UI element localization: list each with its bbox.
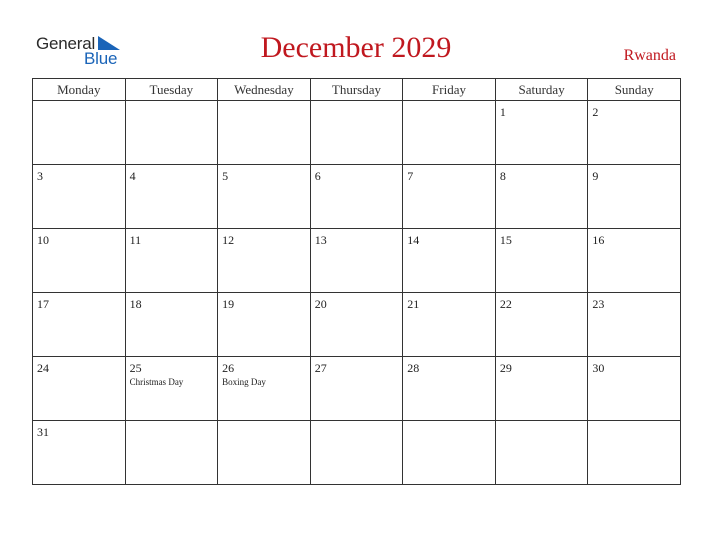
week-row (33, 165, 681, 229)
day-cell (495, 293, 588, 357)
day-number: 27 (314, 361, 327, 375)
day-number: 4 (129, 169, 136, 183)
day-number: 1 (499, 105, 506, 119)
day-cell (310, 229, 403, 293)
day-cell (495, 229, 588, 293)
day-cell (33, 101, 126, 165)
day-number: 13 (314, 233, 327, 247)
day-number: 8 (499, 169, 506, 183)
day-cell (125, 229, 218, 293)
day-number: 28 (407, 361, 420, 375)
day-number: 30 (592, 361, 605, 375)
day-cell (310, 101, 403, 165)
week-row (33, 229, 681, 293)
day-cell (495, 421, 588, 485)
day-number: 23 (592, 297, 605, 311)
day-cell (310, 357, 403, 421)
day-number: 15 (499, 233, 512, 247)
day-cell (33, 357, 126, 421)
day-cell (403, 165, 496, 229)
day-cell (218, 357, 311, 421)
day-number: 19 (222, 297, 235, 311)
day-cell (588, 421, 681, 485)
day-cell (33, 165, 126, 229)
day-number: 5 (222, 169, 229, 183)
day-number: 24 (37, 361, 49, 375)
day-cell (588, 165, 681, 229)
day-cell (125, 101, 218, 165)
day-cell (588, 357, 681, 421)
day-number: 2 (592, 105, 599, 119)
day-cell (310, 293, 403, 357)
day-number: 12 (222, 233, 235, 247)
day-cell (495, 165, 588, 229)
day-cell (403, 101, 496, 165)
weekday-header: Thursday (310, 79, 403, 101)
weekday-header: Saturday (495, 79, 588, 101)
day-number: 9 (592, 169, 599, 183)
day-cell (403, 229, 496, 293)
day-cell (403, 421, 496, 485)
day-cell (125, 293, 218, 357)
day-cell (125, 165, 218, 229)
weekday-header: Friday (403, 79, 496, 101)
day-cell (403, 293, 496, 357)
day-cell (33, 293, 126, 357)
day-number: 31 (37, 425, 49, 439)
day-number: 21 (407, 297, 420, 311)
day-cell (218, 229, 311, 293)
day-number: 22 (499, 297, 512, 311)
weekday-header: Monday (33, 79, 126, 101)
logo-text-general: General (36, 34, 96, 53)
day-number: 11 (129, 233, 142, 247)
day-cell (588, 293, 681, 357)
holiday-label: Christmas Day (129, 377, 184, 387)
day-cell (218, 293, 311, 357)
day-number: 17 (37, 297, 49, 311)
day-cell (33, 421, 126, 485)
week-row (33, 293, 681, 357)
day-number: 3 (37, 169, 43, 183)
weekday-header: Sunday (588, 79, 681, 101)
day-number: 26 (222, 361, 235, 375)
day-cell (218, 101, 311, 165)
day-number: 29 (499, 361, 512, 375)
day-cell (125, 421, 218, 485)
page-title: December 2029 (260, 31, 452, 64)
day-number: 7 (407, 169, 414, 183)
day-number: 16 (592, 233, 605, 247)
week-row (33, 421, 681, 485)
day-cell (310, 421, 403, 485)
weekday-header-row (33, 79, 681, 101)
day-number: 6 (314, 169, 321, 183)
day-cell (33, 229, 126, 293)
day-cell (218, 421, 311, 485)
day-cell (588, 101, 681, 165)
week-row (33, 101, 681, 165)
day-cell (588, 229, 681, 293)
day-cell (495, 357, 588, 421)
weekday-header: Wednesday (218, 79, 311, 101)
day-number: 25 (129, 361, 142, 375)
day-cell (310, 165, 403, 229)
day-cell (125, 357, 218, 421)
day-cell (218, 165, 311, 229)
day-number: 20 (314, 297, 327, 311)
day-number: 14 (407, 233, 420, 247)
weekday-header: Tuesday (125, 79, 218, 101)
day-cell (495, 101, 588, 165)
calendar-grid (32, 78, 681, 485)
day-number: 18 (129, 297, 142, 311)
day-number: 10 (37, 233, 49, 247)
country-label: Rwanda (623, 47, 676, 64)
day-cell (403, 357, 496, 421)
holiday-label: Boxing Day (222, 377, 266, 387)
week-row (33, 357, 681, 421)
logo-text-blue: Blue (84, 49, 118, 68)
